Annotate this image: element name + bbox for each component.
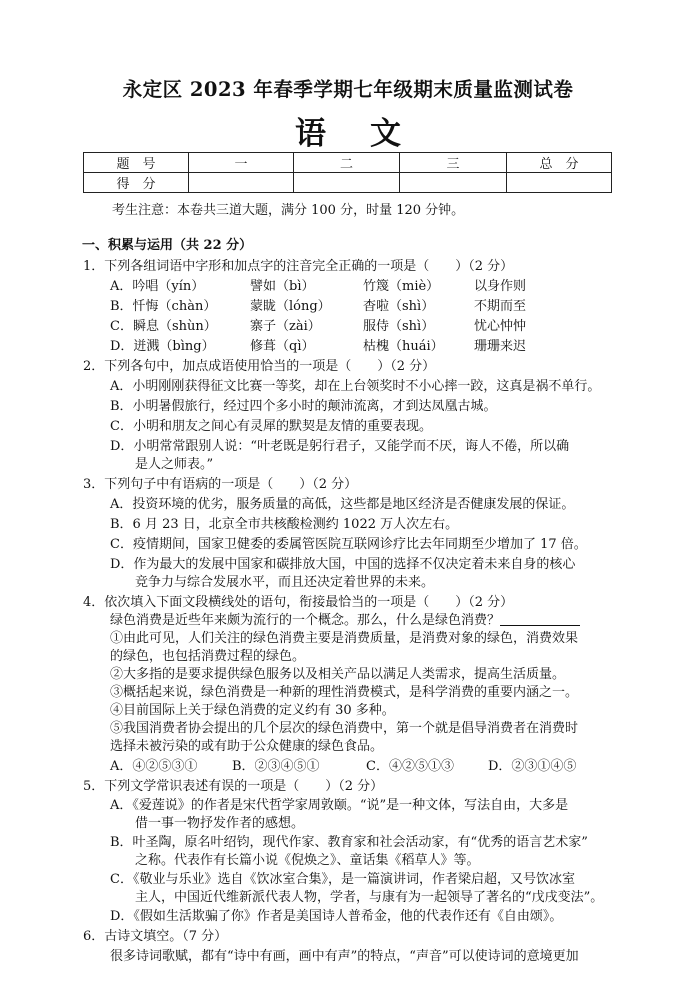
exam-notice: 考生注意：本卷共三道大题，满分 100 分，时量 120 分钟。 <box>112 203 465 218</box>
q4-option-b[interactable]: B．②③④⑤① <box>232 759 320 774</box>
q3-option-b[interactable]: B．6 月 23 日，北京全市共核酸检测约 1022 万人次左右。 <box>110 517 459 532</box>
q5-stem: 5．下列文学常识表述有误的一项是（ ）（2 分） <box>83 779 384 794</box>
exam-title: 永定区 2023 年春季学期七年级期末质量监测试卷 <box>122 78 574 101</box>
q1-word: 服侍（shì） <box>363 319 435 334</box>
q1-word: 不期而至 <box>474 299 527 314</box>
score-cell: 二 <box>294 153 400 173</box>
q1-stem: 1．下列各组词语中字形和加点字的注音完全正确的一项是（ ）（2 分） <box>83 259 514 274</box>
q6-intro: 很多诗词歌赋，都有“诗中有画，画中有声”的特点，“声音”可以使诗词的意境更加 <box>110 949 579 964</box>
q3-stem: 3．下列句子中有语病的一项是（ ）（2 分） <box>83 477 358 492</box>
q1-option-b[interactable]: B．忏悔（chàn） <box>110 299 217 314</box>
score-input-cell[interactable] <box>507 173 612 193</box>
q5-option-c[interactable]: C．《敬业与乐业》选自《饮冰室合集》，是一篇演讲词，作者梁启超，又号饮冰室 <box>110 872 575 887</box>
q5-option-b-cont: 之称。代表作有长篇小说《倪焕之》、童话集《稻草人》等。 <box>135 853 480 868</box>
q5-option-b[interactable]: B．叶圣陶，原名叶绍钧，现代作家、教育家和社会活动家，有“优秀的语言艺术家” <box>110 835 588 850</box>
q1-word: 寨子（zài） <box>250 319 321 334</box>
q4-option-c[interactable]: C．④②⑤①③ <box>366 759 454 774</box>
score-table <box>83 152 612 193</box>
q2-option-d[interactable]: D．小明常常跟别人说：“叶老既是躬行君子，又能学而不厌，诲人不倦，所以确 <box>110 439 570 454</box>
score-cell: 一 <box>189 153 294 173</box>
section-heading: 一、积累与运用（共 22 分） <box>82 238 253 253</box>
q5-option-a[interactable]: A．《爱莲说》的作者是宋代哲学家周敦颐。“说”是一种文体，写法自由，大多是 <box>110 798 569 813</box>
q4-stem: 4．依次填入下面文段横线处的语句，衔接最恰当的一项是（ ）（2 分） <box>83 595 514 610</box>
q1-word: 蒙眬（lóng） <box>250 299 331 314</box>
score-input-cell[interactable] <box>294 173 400 193</box>
q4-option-a[interactable]: A．④②⑤③① <box>110 759 198 774</box>
subject-title: 语文 <box>295 116 445 152</box>
q3-option-d-cont: 竞争力与综合发展水平，而且还决定着世界的未来。 <box>135 575 435 590</box>
q3-option-d[interactable]: D．作为最大的发展中国家和碳排放大国，中国的选择不仅决定着未来自身的核心 <box>110 557 576 572</box>
q1-option-d[interactable]: D．迸溅（bìng） <box>110 339 215 354</box>
q4-sentence-2: ②大多指的是要求提供绿色服务以及相关产品以满足人类需求，提高生活质量。 <box>110 667 566 682</box>
q4-intro-text: 绿色消费是近些年来颇为流行的一个概念。那么，什么是绿色消费？ <box>110 613 501 628</box>
q3-option-c[interactable]: C．疫情期间，国家卫健委的委属管医院互联网诊疗比去年同期至少增加了 17 倍。 <box>110 537 587 552</box>
q2-option-a[interactable]: A．小明刚刚获得征文比赛一等奖，却在上台领奖时不小心摔一跤，这真是祸不单行。 <box>110 379 601 394</box>
score-table-score-row <box>84 173 612 193</box>
q4-sentence-5-cont: 选择未被污染的或有助于公众健康的绿色食品。 <box>110 739 384 754</box>
score-cell: 得 分 <box>84 173 189 193</box>
q1-word: 修葺（qì） <box>250 339 315 354</box>
q4-sentence-4: ④目前国际上关于绿色消费的定义约有 30 多种。 <box>110 703 395 718</box>
q4-intro <box>110 612 580 629</box>
q4-sentence-1-cont: 的绿色，也包括消费过程的绿色。 <box>110 649 306 664</box>
q1-word: 以身作则 <box>474 279 527 294</box>
q1-word: 竹篾（miè） <box>363 279 440 294</box>
q5-option-d[interactable]: D．《假如生活欺骗了你》作者是美国诗人普希金，他的代表作还有《自由颂》。 <box>110 909 563 924</box>
q2-stem: 2．下列各句中，加点成语使用恰当的一项是（ ）（2 分） <box>83 359 436 374</box>
q1-word: 杳啦（shì） <box>363 299 435 314</box>
q1-word: 忧心忡忡 <box>474 319 527 334</box>
q4-sentence-1: ①由此可见，人们关注的绿色消费主要是消费质量，是消费对象的绿色，消费效果 <box>110 631 579 646</box>
q2-option-d-cont: 是人之师表。” <box>135 457 214 472</box>
q4-sentence-3: ③概括起来说，绿色消费是一种新的理性消费模式，是科学消费的重要内涵之一。 <box>110 685 579 700</box>
q1-word: 枯槐（huái） <box>363 339 444 354</box>
q1-word: 譬如（bì） <box>250 279 315 294</box>
q1-option-c[interactable]: C．瞬息（shùn） <box>110 319 217 334</box>
q4-option-d[interactable]: D．②③①④⑤ <box>488 759 577 774</box>
q1-option-a[interactable]: A．吟唱（yín） <box>110 279 205 294</box>
q4-sentence-5: ⑤我国消费者协会提出的几个层次的绿色消费中，第一个就是倡导消费者在消费时 <box>110 721 579 736</box>
q1-word: 珊珊来迟 <box>474 339 527 354</box>
answer-blank[interactable] <box>500 613 580 626</box>
q6-stem: 6．古诗文填空。（7 分） <box>83 929 228 944</box>
score-input-cell[interactable] <box>400 173 507 193</box>
score-table-header-row <box>84 153 612 173</box>
score-cell: 三 <box>400 153 507 173</box>
q2-option-b[interactable]: B．小明暑假旅行，经过四个多小时的颠沛流离，才到达凤凰古城。 <box>110 399 497 414</box>
score-input-cell[interactable] <box>189 173 294 193</box>
q5-option-a-cont: 借一事一物抒发作者的感想。 <box>135 816 305 831</box>
q3-option-a[interactable]: A．投资环境的优劣，服务质量的高低，这些都是地区经济是否健康发展的保证。 <box>110 497 575 512</box>
score-cell: 总 分 <box>507 153 612 173</box>
q2-option-c[interactable]: C．小明和朋友之间心有灵犀的默契是友情的重要表现。 <box>110 419 432 434</box>
q5-option-c-cont: 主人，中国近代维新派代表人物，学者，与康有为一起领导了著名的“戊戌变法”。 <box>135 890 604 905</box>
score-cell: 题 号 <box>84 153 189 173</box>
